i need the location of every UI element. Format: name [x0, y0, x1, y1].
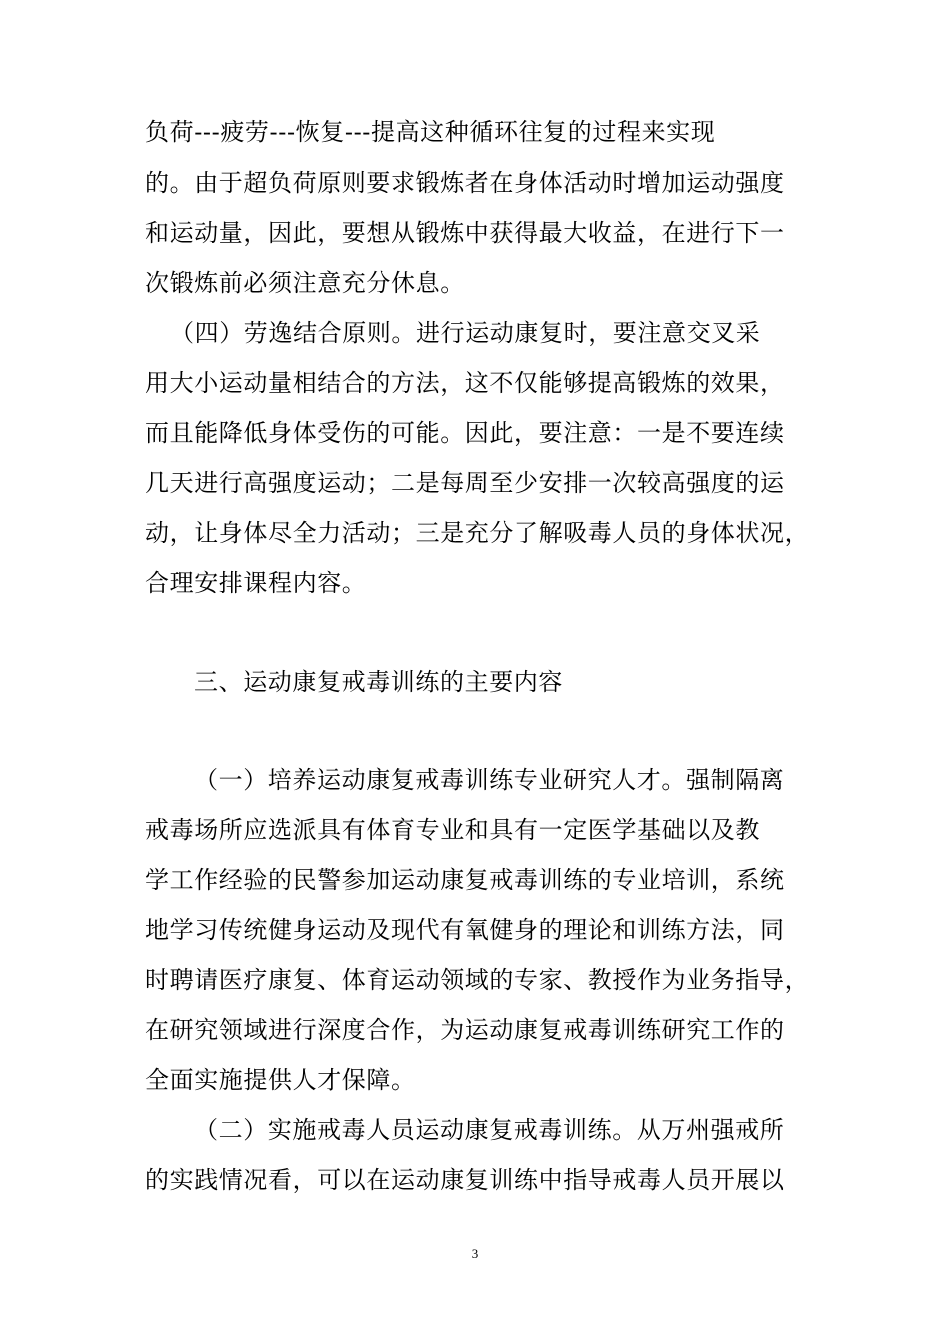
- paragraph-line: （四）劳逸结合原则。进行运动康复时，要注意交叉采: [170, 319, 761, 347]
- paragraph-line: 全面实施提供人才保障。: [145, 1066, 416, 1094]
- paragraph-line: 和运动量，因此，要想从锻炼中获得最大收益，在进行下一: [145, 219, 785, 247]
- paragraph-line: 动，让身体尽全力活动；三是充分了解吸毒人员的身体状况，: [145, 519, 810, 547]
- paragraph-line: 学工作经验的民警参加运动康复戒毒训练的专业培训，系统: [145, 866, 785, 894]
- paragraph-line: 的。由于超负荷原则要求锻炼者在身体活动时增加运动强度: [145, 169, 785, 197]
- paragraph-line: （二）实施戒毒人员运动康复戒毒训练。从万州强戒所: [194, 1116, 785, 1144]
- paragraph-line: 的实践情况看，可以在运动康复训练中指导戒毒人员开展以: [145, 1166, 785, 1194]
- section-heading: 三、运动康复戒毒训练的主要内容: [194, 668, 563, 696]
- paragraph-line: 地学习传统健身运动及现代有氧健身的理论和训练方法，同: [145, 916, 785, 944]
- paragraph-line: 在研究领域进行深度合作，为运动康复戒毒训练研究工作的: [145, 1016, 785, 1044]
- paragraph-line: 次锻炼前必须注意充分休息。: [145, 269, 465, 297]
- paragraph-line: 而且能降低身体受伤的可能。因此，要注意：一是不要连续: [145, 419, 785, 447]
- paragraph-line: 时聘请医疗康复、体育运动领域的专家、教授作为业务指导，: [145, 966, 810, 994]
- paragraph-line: （一）培养运动康复戒毒训练专业研究人才。强制隔离: [194, 766, 785, 794]
- paragraph-line: 戒毒场所应选派具有体育专业和具有一定医学基础以及教: [145, 816, 760, 844]
- page-number: 3: [471, 1246, 479, 1261]
- paragraph-line: 几天进行高强度运动；二是每周至少安排一次较高强度的运: [145, 469, 785, 497]
- paragraph-line: 用大小运动量相结合的方法，这不仅能够提高锻炼的效果，: [145, 369, 785, 397]
- paragraph-line: 合理安排课程内容。: [145, 569, 367, 597]
- paragraph-line: 负荷---疲劳---恢复---提高这种循环往复的过程来实现: [145, 118, 716, 146]
